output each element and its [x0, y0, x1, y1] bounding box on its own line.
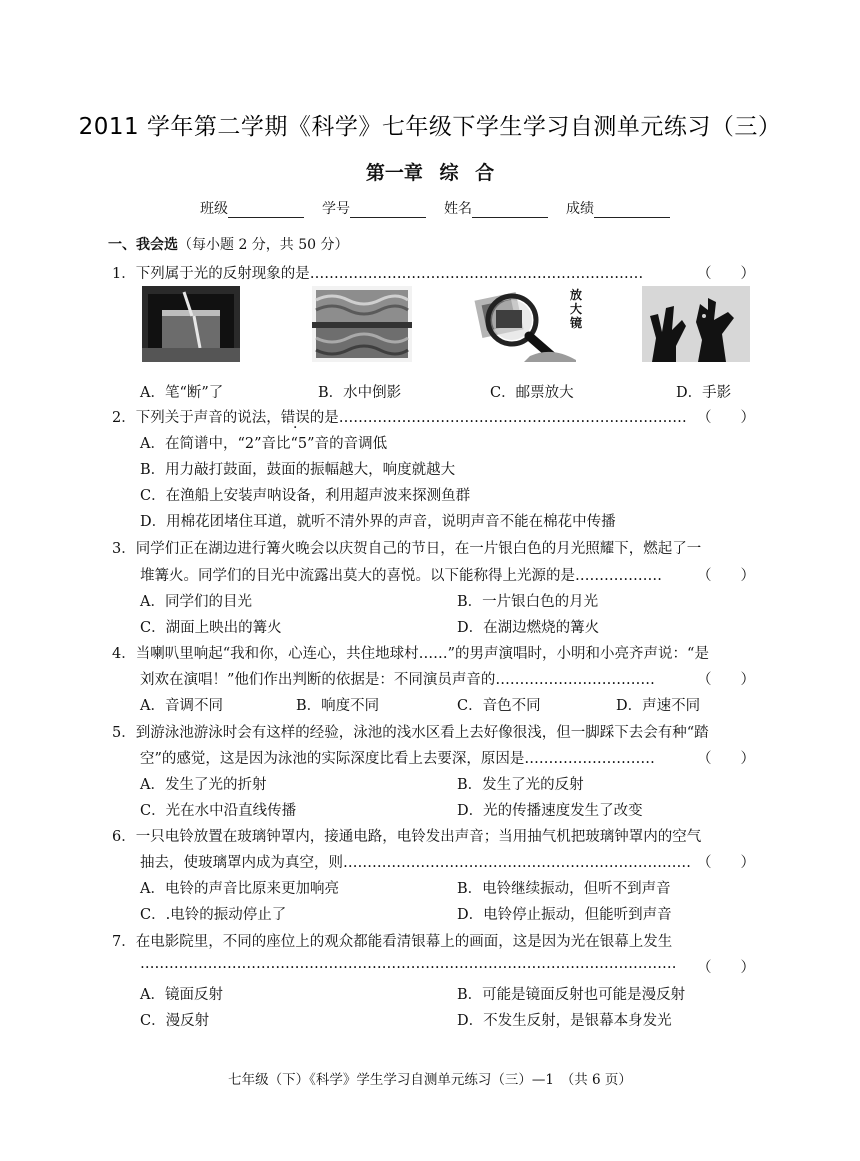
hand-shadow-image	[642, 286, 750, 362]
q7-option-a: A．镜面反射	[140, 987, 223, 1003]
question-6-answer-paren: （ ）	[697, 855, 755, 871]
question-4-stem-line2: 刘欢在演唱！”他们作出判断的依据是：不同演员声音的……………………………	[140, 672, 655, 688]
student-id-label: 学号	[322, 201, 350, 217]
question-3-answer-wrap	[0, 564, 860, 584]
class-field	[200, 198, 304, 218]
name-label: 姓名	[444, 201, 472, 217]
question-1-photos	[140, 286, 752, 362]
q6-option-c: C．.电铃的振动停止了	[140, 907, 287, 923]
q4-option-c: C．音色不同	[457, 698, 541, 714]
question-6-stem-line2: 抽去，使玻璃罩内成为真空，则………………………………………………………………	[140, 855, 691, 871]
student-id-field	[322, 198, 426, 218]
question-3-stem-line1: 3．同学们正在湖边进行篝火晚会以庆贺自己的节日，在一片银白色的月光照耀下，燃起了一	[112, 541, 702, 557]
q7-option-b: B．可能是镜面反射也可能是漫反射	[457, 987, 686, 1003]
question-3-answer-paren: （ ）	[697, 568, 755, 584]
q1-option-c: C．邮票放大	[490, 385, 574, 401]
q2-option-c: C．在渔船上安装声呐设备，利用超声波来探测鱼群	[140, 488, 471, 504]
score-blank	[594, 203, 670, 218]
question-7-stem-line2: …………………………………………………………………………………………………	[140, 956, 677, 972]
magnifier-label: 放大镜	[570, 288, 583, 330]
q5-option-c: C．光在水中沿直线传播	[140, 803, 297, 819]
question-2-answer-wrap	[0, 406, 860, 426]
page-title: 2011 学年第二学期《科学》七年级下学生学习自测单元练习（三）	[78, 114, 782, 140]
question-4-answer-paren: （ ）	[697, 672, 755, 688]
q6-option-a: A．电铃的声音比原来更加响亮	[140, 881, 339, 897]
q6-option-d: D．电铃停止振动，但能听到声音	[457, 907, 672, 923]
student-info-row	[200, 198, 670, 218]
question-6-answer-wrap	[0, 851, 860, 871]
question-1-answer-wrap	[0, 262, 860, 282]
class-label: 班级	[200, 201, 228, 217]
q7-option-d: D．不发生反射，是银幕本身发光	[457, 1013, 672, 1029]
name-field	[444, 198, 548, 218]
question-5-answer-wrap	[0, 747, 860, 767]
page-footer: 七年级（下）《科学》学生学习自测单元练习（三）—1 （共 6 页）	[228, 1072, 632, 1088]
question-7-stem-line1: 7．在电影院里，不同的座位上的观众都能看清银幕上的画面，这是因为光在银幕上发生	[112, 934, 673, 950]
question-7-answer-wrap	[0, 956, 860, 976]
question-5-stem-line2: 空”的感觉，这是因为泳池的实际深度比看上去要深，原因是………………………	[140, 751, 655, 767]
name-blank	[472, 203, 548, 218]
question-7-answer-paren: （ ）	[697, 960, 755, 976]
pencil-in-water-image	[142, 286, 240, 362]
q5-option-a: A．发生了光的折射	[140, 777, 267, 793]
question-5-answer-paren: （ ）	[697, 751, 755, 767]
q2-stem-emphasis: 错误	[280, 410, 310, 426]
question-5-stem-line1: 5．到游泳池游泳时会有这样的经验，泳池的浅水区看上去好像很浅，但一脚踩下去会有种“踏	[112, 725, 709, 741]
q2-option-d: D．用棉花团堵住耳道，就听不清外界的声音，说明声音不能在棉花中传播	[140, 514, 616, 530]
q1-option-b: B．水中倒影	[318, 385, 402, 401]
q4-option-b: B．响度不同	[296, 698, 380, 714]
q3-option-b: B．一片银白色的月光	[457, 594, 599, 610]
section-title: 一、我会选	[108, 237, 178, 253]
q4-option-a: A．音调不同	[140, 698, 223, 714]
question-4-answer-wrap	[0, 668, 860, 688]
class-blank	[228, 203, 304, 218]
question-4-stem-line1: 4．当喇叭里响起“我和你，心连心，共住地球村……”的男声演唱时，小明和小亮齐声说：“是	[112, 646, 709, 662]
q2-option-a: A．在简谱中，“2”音比“5”音的音调低	[140, 436, 388, 452]
question-2-answer-paren: （ ）	[697, 410, 755, 426]
question-3-stem-line2: 堆篝火。同学们的目光中流露出莫大的喜悦。以下能称得上光源的是………………	[140, 568, 662, 584]
q2-option-b: B．用力敲打鼓面，鼓面的振幅越大，响度就越大	[140, 462, 456, 478]
q7-option-c: C．漫反射	[140, 1013, 210, 1029]
q3-option-a: A．同学们的目光	[140, 594, 252, 610]
question-6-stem-line1: 6．一只电铃放置在玻璃钟罩内，接通电路，电铃发出声音；当用抽气机把玻璃钟罩内的空气	[112, 829, 702, 845]
q3-option-d: D．在湖边燃烧的篝火	[457, 620, 600, 636]
q2-stem-a: 2．下列关于声音的说法，	[112, 410, 281, 426]
chapter-subtitle: 第一章 综 合	[365, 162, 495, 184]
q4-option-d: D．声速不同	[616, 698, 701, 714]
q6-option-b: B．电铃继续振动，但听不到声音	[457, 881, 671, 897]
q1-option-a: A．笔“断”了	[140, 385, 224, 401]
q2-stem-b: 的是………………………………………………………………	[309, 410, 687, 426]
q5-option-b: B．发生了光的反射	[457, 777, 584, 793]
q3-option-c: C．湖面上映出的篝火	[140, 620, 282, 636]
section-note: （每小题 2 分，共 50 分）	[178, 237, 349, 253]
q5-option-d: D．光的传播速度发生了改变	[457, 803, 643, 819]
score-field	[566, 198, 670, 218]
section-heading	[108, 234, 349, 254]
question-1-answer-paren: （ ）	[697, 266, 755, 282]
score-label: 成绩	[566, 201, 594, 217]
question-1-stem: 1．下列属于光的反射现象的是……………………………………………………………	[112, 266, 644, 282]
student-id-blank	[350, 203, 426, 218]
q1-option-d: D．手影	[676, 385, 732, 401]
water-reflection-image	[312, 286, 412, 362]
magnifier-stamp-image	[472, 286, 584, 362]
